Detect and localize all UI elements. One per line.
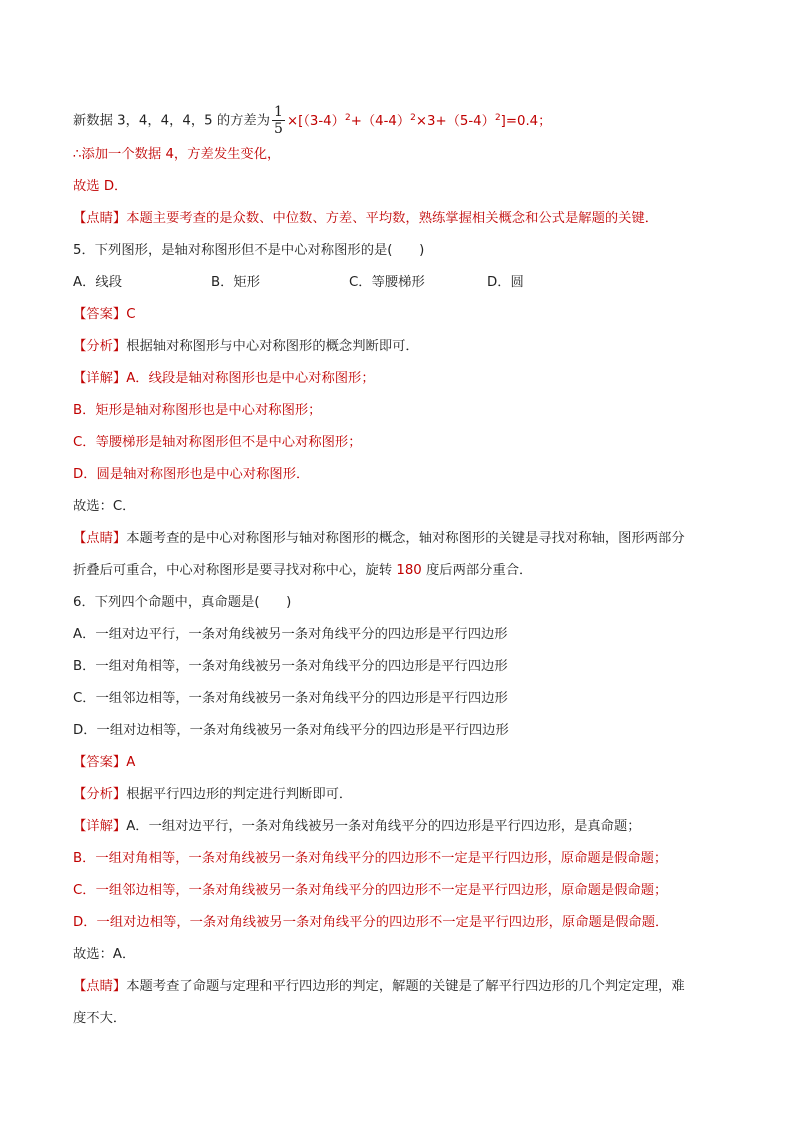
variance-term-2: +（4-4） <box>350 113 411 129</box>
q5-detail-d: D．圆是轴对称图形也是中心对称图形． <box>73 467 310 482</box>
variance-line <box>73 104 724 137</box>
dianjing-text: 本题考查了命题与定理和平行四边形的判定，解题的关键是了解平行四边形的几个判定定理，难 <box>126 979 685 994</box>
detail-text: C．一组邻边相等，一条对角线被另一条对角线平分的四边形不一定是平行四边形，原命题是假命题； <box>73 883 668 898</box>
q5-detail-a <box>73 370 724 388</box>
q6-option-c: C．一组邻边相等，一条对角线被另一条对角线平分的四边形是平行四边形 <box>73 691 508 706</box>
dianjing-tag: 【点睛】 <box>73 211 127 226</box>
dianjing-tag: 【点睛】 <box>73 531 127 546</box>
answer-tag: 【答案】 <box>73 307 127 322</box>
variance-term-1: ×[（3-4） <box>286 113 345 129</box>
answer-value: A <box>126 755 136 770</box>
superscript: 2 <box>494 112 501 123</box>
answer-tag: 【答案】 <box>73 755 127 770</box>
dianjing-text: 本题考查的是中心对称图形与轴对称图形的概念，轴对称图形的关键是寻找对称轴，图形两部分 <box>126 531 685 546</box>
choose-d-line: 故选 D． <box>73 179 128 194</box>
detail-tag: 【详解】 <box>73 819 127 834</box>
dianjing-tag: 【点睛】 <box>73 979 127 994</box>
fraction-numerator: 1 <box>274 104 283 120</box>
q5-question: 5．下列图形，是轴对称图形但不是中心对称图形的是( ) <box>73 243 425 258</box>
fraction-denominator: 5 <box>274 121 283 137</box>
q5-choose: 故选：C． <box>73 499 136 514</box>
q5-answer <box>73 306 724 324</box>
q6-option-a: A．一组对边平行，一条对角线被另一条对角线平分的四边形是平行四边形 <box>73 627 508 642</box>
q5-dianjing-1 <box>73 530 724 548</box>
q6-option-d: D．一组对边相等，一条对角线被另一条对角线平分的四边形是平行四边形 <box>73 723 509 738</box>
variance-term-4: ]=0.4； <box>500 113 552 129</box>
q5-detail-b: B．矩形是轴对称图形也是中心对称图形； <box>73 403 322 418</box>
q5-detail-c: C．等腰梯形是轴对称图形但不是中心对称图形； <box>73 435 362 450</box>
analysis-text: 根据轴对称图形与中心对称图形的概念判断即可． <box>126 339 419 354</box>
q6-dianjing-1 <box>73 978 724 996</box>
analysis-tag: 【分析】 <box>73 339 127 354</box>
analysis-text: 根据平行四边形的判定进行判断即可． <box>126 787 353 802</box>
q6-analysis <box>73 786 724 804</box>
q6-dianjing-2: 度不大． <box>73 1011 127 1026</box>
superscript: 2 <box>344 112 351 123</box>
q6-detail-d <box>73 914 724 932</box>
detail-text: A．一组对边平行，一条对角线被另一条对角线平分的四边形是平行四边形，是真命题； <box>126 819 641 834</box>
q5-option-c: C．等腰梯形 <box>349 275 425 290</box>
answer-value: C <box>126 307 136 322</box>
change-line: ∴添加一个数据 4，方差发生变化， <box>73 147 281 162</box>
fraction <box>272 104 285 137</box>
q5-option-a: A．线段 <box>73 275 122 290</box>
q5-option-d: D．圆 <box>487 275 524 290</box>
detail-text: B．一组对角相等，一条对角线被另一条对角线平分的四边形不一定是平行四边形，原命题是假命题； <box>73 851 668 866</box>
q6-answer <box>73 754 724 772</box>
dianjing-line <box>73 210 724 228</box>
q5-analysis <box>73 338 724 356</box>
q6-choose: 故选：A． <box>73 947 136 962</box>
q6-option-b: B．一组对角相等，一条对角线被另一条对角线平分的四边形是平行四边形 <box>73 659 508 674</box>
q6-detail-c <box>73 882 724 900</box>
variance-term-3: ×3+（5-4） <box>415 113 495 129</box>
q5-option-b: B．矩形 <box>211 275 261 290</box>
dianjing-text: 度后两部分重合． <box>421 563 533 578</box>
detail-tag: 【详解】 <box>73 371 127 386</box>
detail-text: A．线段是轴对称图形也是中心对称图形； <box>126 371 375 386</box>
dianjing-text: 折叠后可重合，中心对称图形是要寻找对称中心，旋转 <box>73 563 397 578</box>
dianjing-number: 180 <box>396 563 422 578</box>
q6-detail-a <box>73 818 724 836</box>
analysis-tag: 【分析】 <box>73 787 127 802</box>
q6-detail-b <box>73 850 724 868</box>
detail-text: D．一组对边相等，一条对角线被另一条对角线平分的四边形不一定是平行四边形，原命题是假命题． <box>73 915 669 930</box>
variance-prefix: 新数据 3，4，4，4，5 的方差为 <box>73 113 271 129</box>
superscript: 2 <box>410 112 416 123</box>
dianjing-text: 本题主要考查的是众数、中位数、方差、平均数，熟练掌握相关概念和公式是解题的关键． <box>126 211 659 226</box>
q5-dianjing-2 <box>73 562 724 580</box>
q6-question: 6．下列四个命题中，真命题是( ) <box>73 595 292 610</box>
